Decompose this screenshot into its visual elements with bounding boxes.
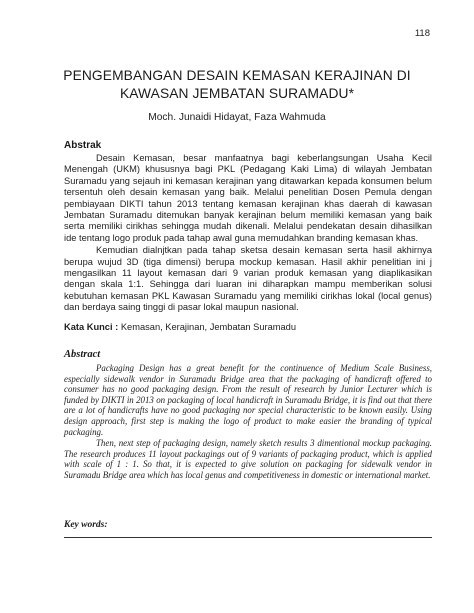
kata-kunci: [64, 322, 296, 332]
abstract-paragraph-2: Then, next step of packaging design, namely sketch results 3 dimentional mockup packaging. The research produces 11 layout packagings out of 9 variants of packaging product, which is applied with scale of 1 : 1. So that, it is expected to give solution on packaging for sidewalk vendor in Suramadu Bridge area which has local genus and competitiveness in domestic or international market.: [64, 438, 432, 480]
kata-kunci-value: Kemasan, Kerajinan, Jembatan Suramadu: [118, 322, 297, 332]
title-line-1: PENGEMBANGAN DESAIN KEMASAN KERAJINAN DI: [63, 68, 411, 83]
divider-line: [64, 537, 432, 538]
abstrak-paragraph-1: Desain Kemasan, besar manfaatnya bagi keberlangsungan Usaha Kecil Menengah (UKM) khususnya bagi PKL (Pedagang Kaki Lima) di wilayah Jembatan Suramadu yang sejauh ini kemasan kerajinan yang ditawarkan kepada konsumen belum tersentuh oleh desain kemasan yang baik. Melalui penelitian Dosen Pemula dengan pembiayaan DIKTI tahun 2013 tentang kemasan kerajinan khas daerah di kawasan Jembatan Suramadu ditemukan banyak kerajinan belum memiliki kemasan yang baik serta memiliki cirikhas sehingga mudah dikenali. Melalui pendekatan desain dihasilkan ide tentang logo produk pada tahap awal guna memudahkan branding kemasan khas.: [64, 153, 432, 243]
abstrak-heading: Abstrak: [64, 140, 102, 151]
abstrak-paragraph-2: Kemudian dialnjtkan pada tahap sketsa desain kemasan serta hasil akhirnya berupa wujud 3D (tiga dimensi) berupa mockup kemasan. Hasil akhir penelitian ini j mengasilkan 11 layout kemasan dari 9 varian produk kemasan yang diaplikasikan dengan skala 1:1. Sehingga dari luaran ini diharapkan mampu memberikan solusi kebutuhan kemasan PKL Kawasan Suramadu yang memiliki cirikhas lokal (local genus) dan berdaya saing tinggi di pasar lokal maupun nasional.: [64, 245, 432, 313]
abstract-heading: Abstract: [64, 349, 101, 360]
kata-kunci-label: Kata Kunci :: [64, 322, 119, 332]
paper-title: [40, 67, 434, 103]
title-line-2: KAWASAN JEMBATAN SURAMADU*: [119, 86, 355, 101]
abstract-paragraph-1: Packaging Design has a great benefit for the continuence of Medium Scale Business, especially sidewalk vendor in Suramadu Bridge area that the packaging of handicraft offered to consumer has no good packaging design. From the result of research by Junior Lecturer which is funded by DIKTI in 2013 on packaging of local handicraft in Suramadu Bridge, it is find out that there are a lot of handicrafts have no good packaging nor special characteristic to be known easily. Using design approach, first step is making the logo of product to make easier the branding of typical packaging.: [64, 363, 432, 437]
abstract-body: [64, 363, 432, 481]
key-words-label: Key words:: [64, 520, 108, 530]
page-number: 118: [414, 28, 430, 39]
abstrak-body: [64, 153, 432, 314]
authors: Moch. Junaidi Hidayat, Faza Wahmuda: [148, 112, 326, 123]
